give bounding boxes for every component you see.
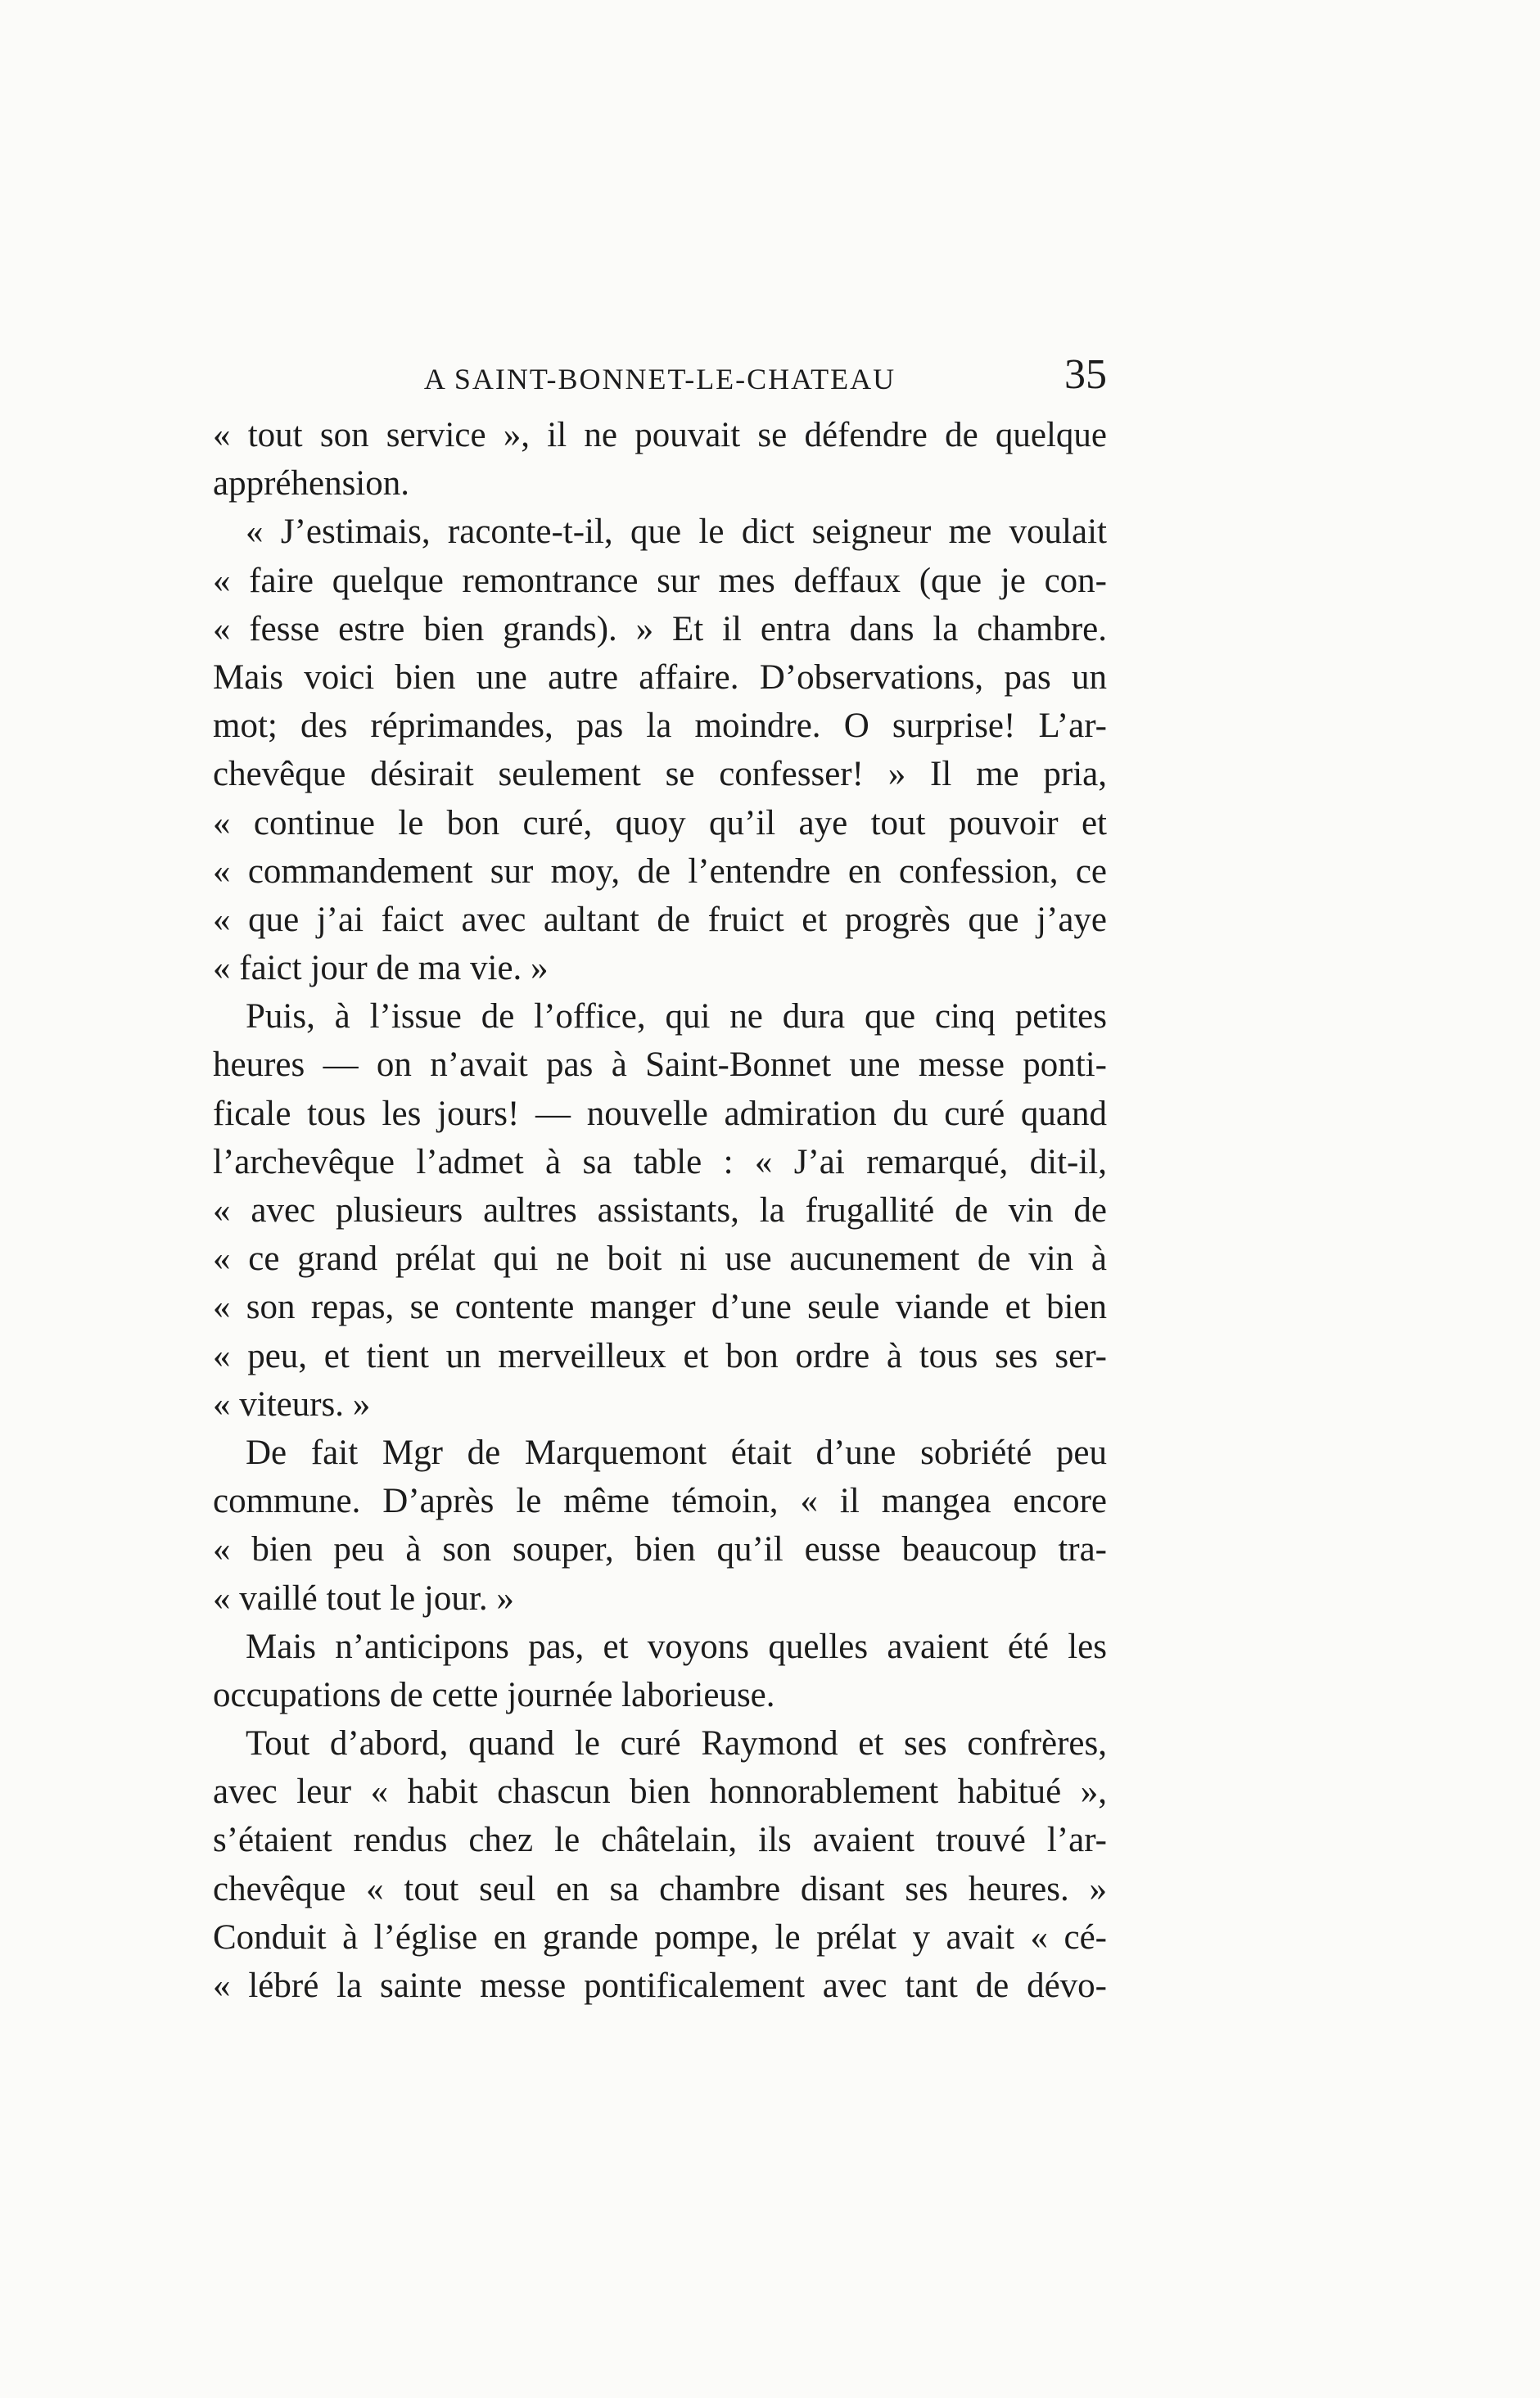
text-line: « tout son service », il ne pouvait se défendre de quelque <box>213 416 1107 454</box>
text-line: « avec plusieurs aultres assistants, la frugallité de vin de <box>213 1191 1107 1230</box>
text-line: Puis, à l’issue de l’office, qui ne dura que cinq petites <box>246 997 1107 1036</box>
text-line: mot; des réprimandes, pas la moindre. O surprise! L’ar- <box>213 707 1107 746</box>
text-line: « lébré la sainte messe pontificalement avec tant de dévo- <box>213 1967 1107 2005</box>
text-line: « peu, et tient un merveilleux et bon ordre à tous ses ser- <box>213 1336 1107 1375</box>
text-line: Mais n’anticipons pas, et voyons quelles avaient été les <box>246 1627 1107 1666</box>
text-line: « faire quelque remontrance sur mes deffaux (que je con- <box>213 561 1107 600</box>
text-line: « viteurs. » <box>213 1384 371 1424</box>
text-line: commune. D’après le même témoin, « il mangea encore <box>213 1482 1107 1521</box>
page-number: 35 <box>1064 351 1107 398</box>
text-line: « faict jour de ma vie. » <box>213 949 549 988</box>
text-line: « ce grand prélat qui ne boit ni use aucunement de vin à <box>213 1240 1107 1279</box>
running-head: A SAINT-BONNET-LE-CHATEAU <box>423 363 896 395</box>
text-line: avec leur « habit chascun bien honnorablement habitué », <box>213 1773 1107 1812</box>
text-line: heures — on n’avait pas à Saint-Bonnet une messe ponti- <box>213 1045 1107 1085</box>
text-line: « J’estimais, raconte-t-il, que le dict seigneur me voulait <box>246 513 1107 552</box>
text-line: « commandement sur moy, de l’entendre en confession, ce <box>213 851 1107 891</box>
text-line: « son repas, se contente manger d’une seule viande et bien <box>213 1288 1107 1327</box>
text-line: occupations de cette journée laborieuse. <box>213 1675 775 1714</box>
text-line: Mais voici bien une autre affaire. D’observations, pas un <box>213 657 1107 697</box>
text-line: ficale tous les jours! — nouvelle admiration du curé quand <box>213 1094 1107 1133</box>
text-line: Conduit à l’église en grande pompe, le prélat y avait « cé- <box>213 1917 1107 1957</box>
text-line: Tout d’abord, quand le curé Raymond et ses confrères, <box>246 1724 1107 1764</box>
text-line: « fesse estre bien grands). » Et il entra dans la chambre. <box>213 609 1107 648</box>
text-line: « bien peu à son souper, bien qu’il eusse beaucoup tra- <box>213 1530 1107 1569</box>
text-line: chevêque désirait seulement se confesser! » Il me pria, <box>213 755 1107 794</box>
body-text <box>213 411 1107 2010</box>
text-line: appréhension. <box>213 464 410 504</box>
text-line: « vaillé tout le jour. » <box>213 1578 514 1618</box>
text-line: l’archevêque l’admet à sa table : « J’ai remarqué, dit-il, <box>213 1142 1107 1181</box>
text-line: « continue le bon curé, quoy qu’il aye tout pouvoir et <box>213 803 1107 842</box>
text-line: s’étaient rendus chez le châtelain, ils avaient trouvé l’ar- <box>213 1821 1107 1860</box>
text-line: « que j’ai faict avec aultant de fruict et progrès que j’aye <box>213 900 1107 939</box>
text-line: chevêque « tout seul en sa chambre disant ses heures. » <box>213 1869 1107 1908</box>
page-header <box>213 351 1107 413</box>
text-line: De fait Mgr de Marquemont était d’une sobriété peu <box>246 1433 1107 1472</box>
